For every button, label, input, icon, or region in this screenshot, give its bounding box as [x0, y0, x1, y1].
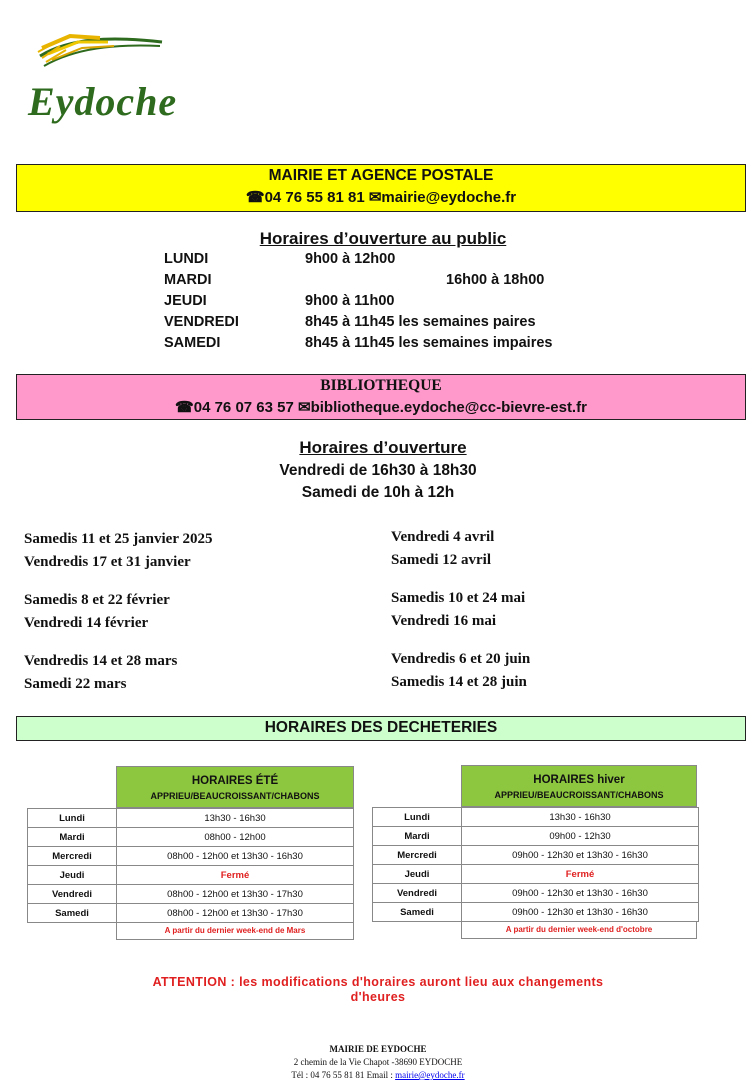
date-left-2b: Vendredi 14 février [24, 615, 149, 631]
attention-line-1: ATTENTION : les modifications d'horaires auront lieu aux changements [152, 975, 604, 989]
ete-time: 08h00 - 12h00 et 13h30 - 17h30 [117, 885, 354, 904]
ete-day: Jeudi [28, 866, 117, 885]
footer-contact: Tél : 04 76 55 81 81 Email : [291, 1070, 396, 1080]
date-left-3a: Vendredis 14 et 28 mars [24, 653, 178, 669]
attention-line-2: d'heures [350, 990, 406, 1004]
date-left-1a: Samedis 11 et 25 janvier 2025 [24, 531, 213, 547]
bibliotheque-title: BIBLIOTHEQUE [320, 377, 442, 394]
decheteries-header-band [16, 716, 746, 741]
hiver-time: 09h00 - 12h30 et 13h30 - 16h30 [462, 884, 699, 903]
bibliotheque-hours-samedi: Samedi de 10h à 12h [301, 484, 455, 501]
date-right-3a: Vendredis 6 et 20 juin [391, 651, 531, 667]
ete-time: 13h30 - 16h30 [117, 809, 354, 828]
ete-title: HORAIRES ÉTÉ [191, 775, 279, 787]
mairie-header-band [16, 164, 746, 212]
ete-day: Mardi [28, 828, 117, 847]
ete-time: Fermé [117, 866, 354, 885]
date-left-2a: Samedis 8 et 22 février [24, 592, 170, 608]
logo-text: Eydoche [28, 79, 178, 124]
mairie-phone: 04 76 55 81 81 [264, 189, 365, 206]
ete-time: 08h00 - 12h00 et 13h30 - 16h30 [117, 847, 354, 866]
ete-time: 08h00 - 12h00 et 13h30 - 17h30 [117, 904, 354, 923]
mairie-time-samedi: 8h45 à 11h45 les semaines impaires [305, 335, 553, 351]
hiver-day: Mardi [373, 827, 462, 846]
attention-notice [0, 975, 756, 1005]
table-row [373, 865, 699, 884]
mairie-day-lundi: LUNDI [164, 251, 209, 267]
hiver-title: HORAIRES hiver [533, 774, 625, 786]
bibliotheque-phone: 04 76 07 63 57 [193, 399, 294, 416]
hiver-time: 09h00 - 12h30 et 13h30 - 16h30 [462, 846, 699, 865]
phone-icon: ☎ [245, 189, 265, 206]
date-right-1a: Vendredi 4 avril [391, 529, 495, 545]
table-row [28, 847, 354, 866]
bibliotheque-hours-vendredi: Vendredi de 16h30 à 18h30 [279, 462, 477, 479]
table-row [373, 884, 699, 903]
table-row [373, 827, 699, 846]
table-row [373, 903, 699, 922]
hiver-footnote: A partir du dernier week-end d'octobre [461, 921, 697, 939]
mairie-day-vendredi: VENDREDI [164, 314, 239, 330]
mairie-time-lundi: 9h00 à 12h00 [305, 251, 396, 267]
hiver-time: 13h30 - 16h30 [462, 808, 699, 827]
table-row [28, 828, 354, 847]
decheteries-title: HORAIRES DES DECHETERIES [264, 719, 498, 736]
ete-day: Samedi [28, 904, 117, 923]
mairie-email[interactable]: mairie@eydoche.fr [381, 189, 517, 206]
footer-contact-line [0, 1070, 756, 1080]
date-right-2b: Vendredi 16 mai [391, 613, 497, 629]
ete-day: Vendredi [28, 885, 117, 904]
hiver-day: Mercredi [373, 846, 462, 865]
ete-day: Lundi [28, 809, 117, 828]
ete-time: 08h00 - 12h00 [117, 828, 354, 847]
table-row [28, 904, 354, 923]
ete-day: Mercredi [28, 847, 117, 866]
mairie-title: MAIRIE ET AGENCE POSTALE [268, 167, 494, 184]
mairie-time-mardi: 16h00 à 18h00 [446, 272, 545, 288]
date-right-3b: Samedis 14 et 28 juin [391, 674, 527, 690]
hiver-day: Samedi [373, 903, 462, 922]
envelope-icon: ✉ [368, 189, 382, 206]
bibliotheque-hours-title: Horaires d’ouverture [299, 438, 467, 457]
mairie-hours-title: Horaires d’ouverture au public [259, 229, 507, 248]
hiver-time: Fermé [462, 865, 699, 884]
table-row [28, 866, 354, 885]
hiver-time: 09h00 - 12h30 [462, 827, 699, 846]
date-left-3b: Samedi 22 mars [24, 676, 127, 692]
footer-address: 2 chemin de la Vie Chapot -38690 EYDOCHE [293, 1057, 463, 1067]
bibliotheque-email[interactable]: bibliotheque.eydoche@cc-bievre-est.fr [310, 399, 587, 416]
footer-email-link[interactable]: mairie@eydoche.fr [395, 1070, 465, 1080]
date-left-1b: Vendredis 17 et 31 janvier [24, 554, 191, 570]
hiver-table [372, 807, 699, 922]
mairie-day-samedi: SAMEDI [164, 335, 221, 351]
hiver-day: Lundi [373, 808, 462, 827]
hiver-subtitle: APPRIEU/BEAUCROISSANT/CHABONS [494, 790, 664, 800]
bibliotheque-header-band [16, 374, 746, 420]
table-row [373, 808, 699, 827]
footer-name: MAIRIE DE EYDOCHE [329, 1044, 427, 1054]
ete-subtitle: APPRIEU/BEAUCROISSANT/CHABONS [150, 791, 320, 801]
mairie-contact-line [17, 187, 745, 209]
date-right-2a: Samedis 10 et 24 mai [391, 590, 526, 606]
envelope-icon: ✉ [298, 399, 311, 416]
mairie-day-mardi: MARDI [164, 272, 212, 288]
mairie-time-vendredi: 8h45 à 11h45 les semaines paires [305, 314, 536, 330]
ete-footnote: A partir du dernier week-end de Mars [116, 922, 354, 940]
hiver-day: Jeudi [373, 865, 462, 884]
phone-icon: ☎ [175, 399, 194, 416]
ete-table [27, 808, 354, 923]
date-right-1b: Samedi 12 avril [391, 552, 491, 568]
table-row [28, 809, 354, 828]
mairie-time-jeudi: 9h00 à 11h00 [305, 293, 395, 309]
hiver-table-header [461, 765, 697, 807]
hiver-time: 09h00 - 12h30 et 13h30 - 16h30 [462, 903, 699, 922]
hiver-day: Vendredi [373, 884, 462, 903]
table-row [28, 885, 354, 904]
table-row [373, 846, 699, 865]
mairie-day-jeudi: JEUDI [164, 293, 207, 309]
bibliotheque-contact-line [17, 397, 745, 419]
ete-table-header [116, 766, 354, 808]
